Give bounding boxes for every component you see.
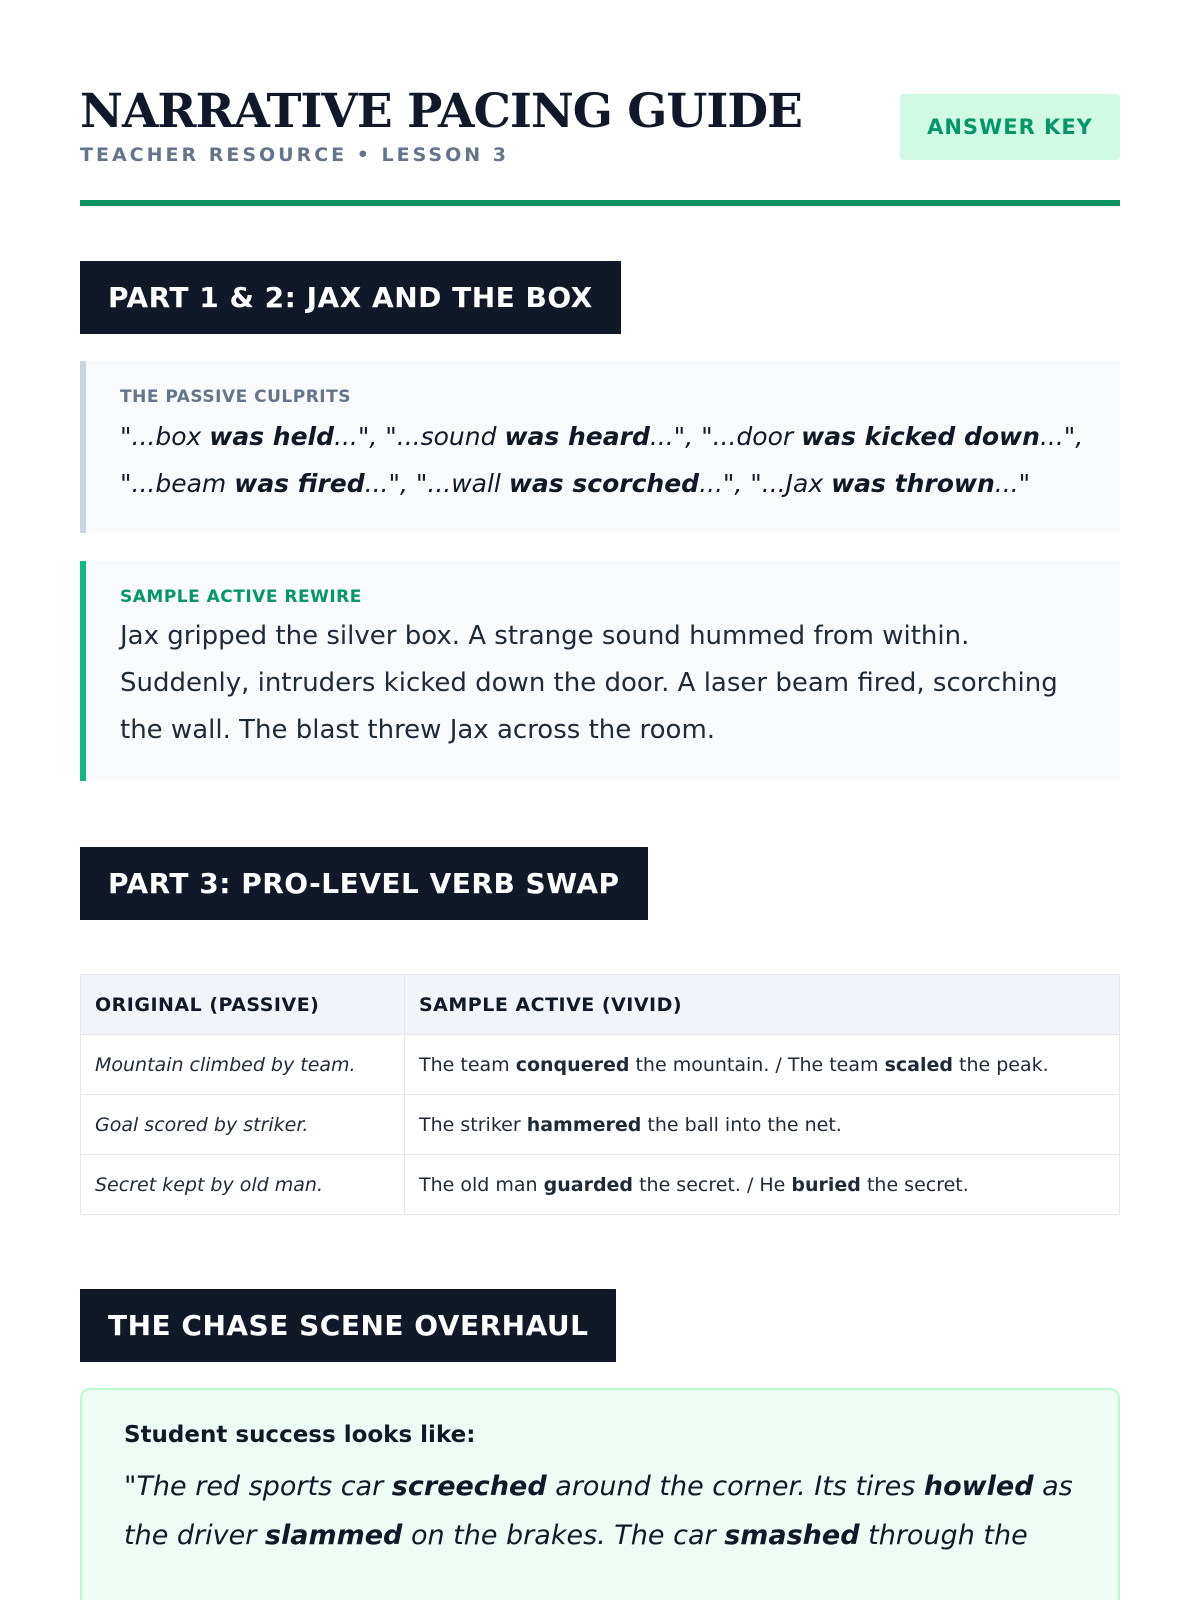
- original-passive-cell: Goal scored by striker.: [81, 1095, 405, 1155]
- passive-culprits-callout: [80, 361, 1120, 533]
- student-success-text: "The red sports car screeched around the corner. Its tires howled as the driver slammed on the brakes. The car smashed through the: [124, 1471, 1073, 1551]
- section-heading-part-1-2: PART 1 & 2: JAX AND THE BOX: [80, 261, 621, 334]
- student-success-box: [80, 1388, 1120, 1600]
- header-divider: [80, 200, 1120, 206]
- active-rewrite-label: SAMPLE ACTIVE REWIRE: [120, 587, 362, 607]
- document-header: [80, 84, 1120, 202]
- student-success-label: Student success looks like:: [124, 1422, 476, 1448]
- active-rewrite-text: Jax gripped the silver box. A strange sound hummed from within. Suddenly, intruders kicked down the door. A laser beam fired, scorching the wall. The blast threw Jax across the room.: [120, 621, 1058, 745]
- original-passive-cell: Mountain climbed by team.: [81, 1035, 405, 1095]
- answer-key-badge: ANSWER KEY: [900, 94, 1120, 160]
- active-rewrite-callout: [80, 561, 1120, 781]
- verb-swap-table: [80, 974, 1120, 1215]
- passive-culprits-label: THE PASSIVE CULPRITS: [120, 387, 351, 407]
- emphasized-verb: hammered: [526, 1113, 642, 1136]
- emphasized-verb: slammed: [264, 1520, 403, 1551]
- table-row: [81, 1035, 1120, 1095]
- passive-culprits-line-2: "...beam was fired...", "...wall was scorched...", "...Jax was thrown...": [120, 469, 1031, 498]
- table-row: [81, 1155, 1120, 1215]
- emphasized-verb: was heard: [504, 422, 650, 451]
- emphasized-verb: scaled: [884, 1053, 953, 1076]
- document-subtitle: TEACHER RESOURCE • LESSON 3: [80, 144, 510, 166]
- sample-active-cell: The team conquered the mountain. / The team scaled the peak.: [405, 1035, 1120, 1095]
- table-header-row: [81, 975, 1120, 1035]
- emphasized-verb: smashed: [724, 1520, 860, 1551]
- column-header-active: SAMPLE ACTIVE (VIVID): [405, 975, 1120, 1035]
- column-header-original: ORIGINAL (PASSIVE): [81, 975, 405, 1035]
- emphasized-verb: was fired: [234, 469, 365, 498]
- emphasized-verb: conquered: [515, 1053, 630, 1076]
- emphasized-verb: was thrown: [831, 469, 995, 498]
- emphasized-verb: guarded: [543, 1173, 634, 1196]
- table-row: [81, 1095, 1120, 1155]
- emphasized-verb: was scorched: [508, 469, 700, 498]
- emphasized-verb: howled: [923, 1471, 1034, 1502]
- emphasized-verb: was kicked down: [801, 422, 1040, 451]
- original-passive-cell: Secret kept by old man.: [81, 1155, 405, 1215]
- sample-active-cell: The striker hammered the ball into the net.: [405, 1095, 1120, 1155]
- passive-culprits-line-1: "...box was held...", "...sound was heard...", "...door was kicked down...",: [120, 422, 1084, 451]
- emphasized-verb: buried: [791, 1173, 861, 1196]
- section-heading-part-3: PART 3: PRO-LEVEL VERB SWAP: [80, 847, 648, 920]
- emphasized-verb: screeched: [391, 1471, 547, 1502]
- document-title: NARRATIVE PACING GUIDE: [80, 84, 802, 139]
- section-heading-chase-scene: THE CHASE SCENE OVERHAUL: [80, 1289, 616, 1362]
- emphasized-verb: was held: [209, 422, 335, 451]
- sample-active-cell: The old man guarded the secret. / He buried the secret.: [405, 1155, 1120, 1215]
